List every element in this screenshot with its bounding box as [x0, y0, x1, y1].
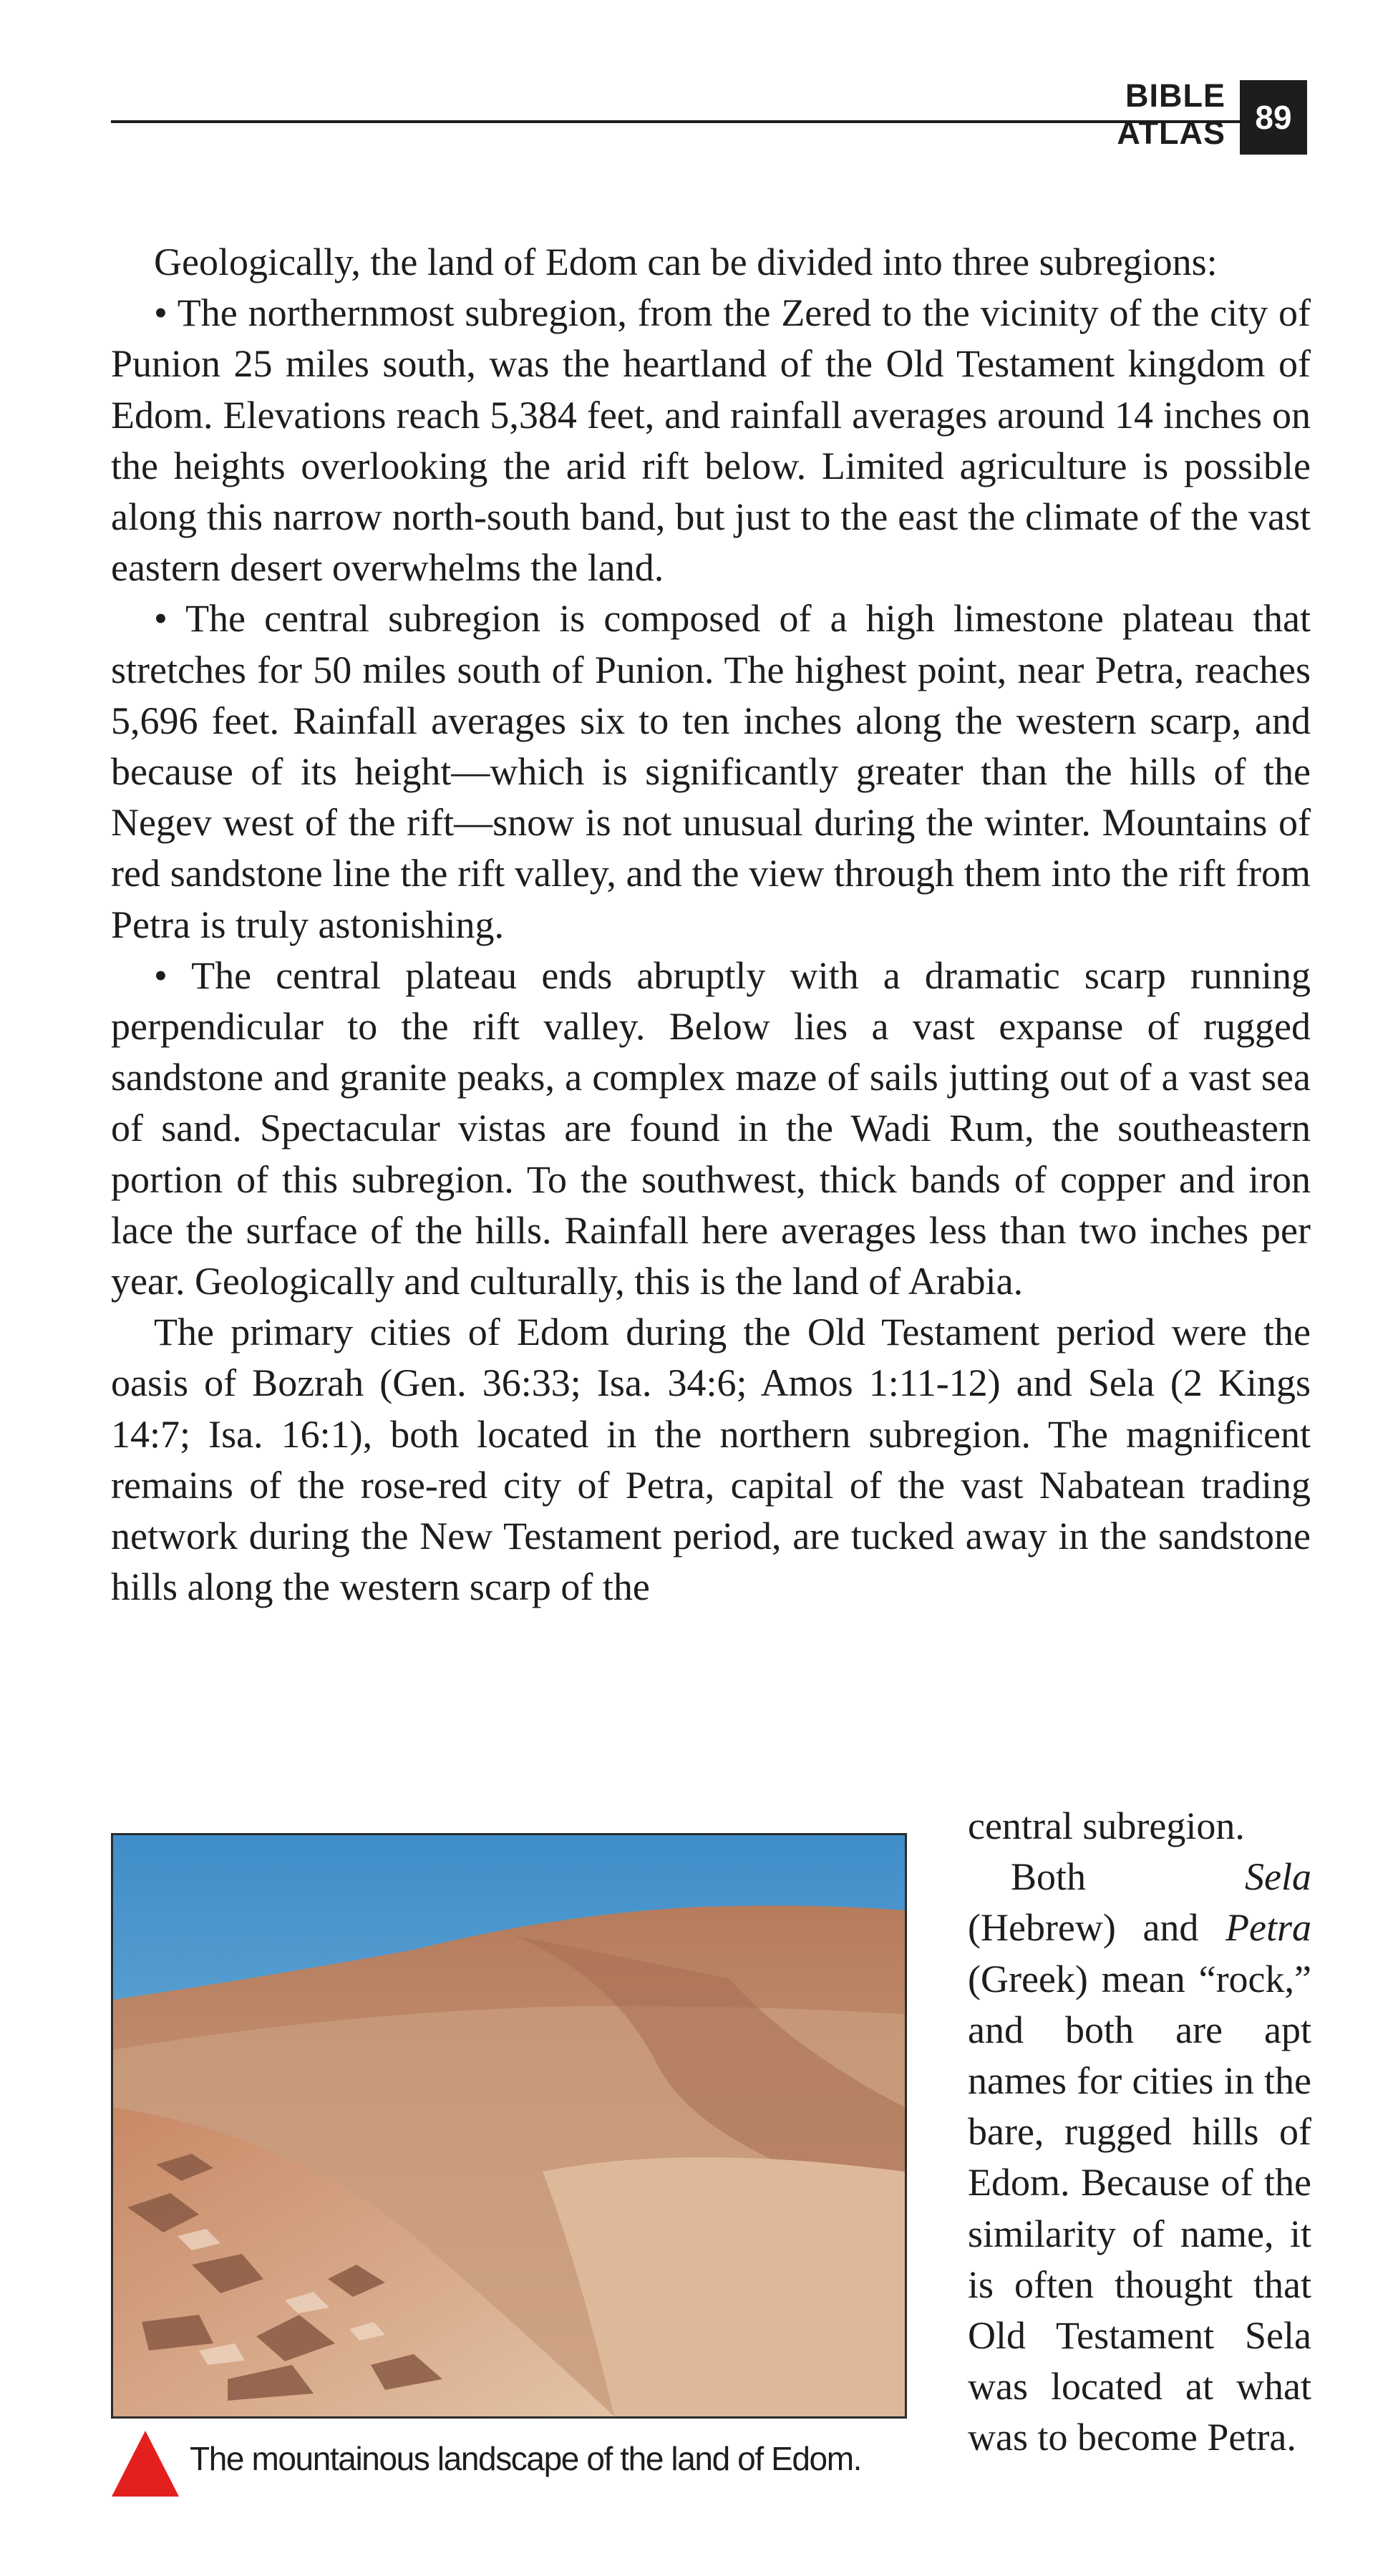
word-sela: Sela — [1245, 1855, 1311, 1899]
paragraph-primary-cities-end: central subregion. — [968, 1804, 1245, 1847]
caption-marker-icon — [109, 2428, 182, 2499]
photo-caption: The mountainous landscape of the land of Edom. — [190, 2440, 862, 2477]
page-number: 89 — [1255, 99, 1292, 136]
landscape-photo — [111, 1833, 907, 2419]
paragraph-central-subregion: • The central subregion is composed of a high limestone plateau that stretches for 50 miles south of Punion. The highest point, near Petra, reaches 5,696 feet. Rainfall averages six to ten inches along the western scarp, and because of its height—which is significantly greater than the hills of the Negev west of the rift—snow is not unusual during the winter. Mountains of red sandstone line the rift valley, and the view through them into the rift from Petra is truly astonishing. — [111, 597, 1311, 946]
side-column-text — [968, 1801, 1311, 2464]
running-header-title: BIBLE ATLAS — [1117, 77, 1225, 151]
paragraph-primary-cities: The primary cities of Edom during the Old Testament period were the oasis of Bozrah (Gen. 36:33; Isa. 34:6; Amos 1:11-12) and Sela (2 Kings 14:7; Isa. 16:1), both located in the northern subregion. The magnificent remains of the rose-red city of Petra, capital of the vast Nabatean trading network during the New Testament period, are tucked away in the sandstone hills along the western scarp of the — [111, 1311, 1311, 1609]
paragraph-intro: Geologically, the land of Edom can be divided into three subregions: — [154, 240, 1218, 283]
sela-petra-text-c: (Greek) mean “rock,” and both are apt names for cities in the bare, rugged hills of Edom. Because of the similarity of name, it is often thought that Old Testament Sela was located at what was to become Petra. — [968, 1957, 1311, 2459]
paragraph-sela-petra — [968, 1852, 1311, 2463]
sela-petra-text-b: (Hebrew) and — [968, 1906, 1226, 1950]
paragraph-southern-subregion: • The central plateau ends abruptly with a dramatic scarp running perpendicular to the rift valley. Below lies a vast expanse of rugged sandstone and granite peaks, a complex maze of sails jutting out of a vast sea of sand. Spectacular vistas are found in the Wadi Rum, the southeastern portion of this subregion. To the southwest, thick bands of copper and iron lace the surface of the hills. Rainfall here averages less than two inches per year. Geologically and culturally, this is the land of Arabia. — [111, 953, 1311, 1303]
page-number-badge — [1240, 80, 1307, 155]
word-petra: Petra — [1225, 1906, 1311, 1950]
landscape-photo-illustration — [113, 1835, 905, 2416]
sela-petra-text-a: Both — [1011, 1855, 1246, 1899]
paragraph-northern-subregion: • The northernmost subregion, from the Zered to the vicinity of the city of Punion 25 miles south, was the heartland of the Old Testament kingdom of Edom. Elevations reach 5,384 feet, and rainfall averages around 14 inches on the heights overlooking the arid rift below. Limited agriculture is possible along this narrow north-south band, but just to the east the climate of the vast eastern desert overwhelms the land. — [111, 291, 1311, 590]
main-body-text — [111, 237, 1311, 1613]
